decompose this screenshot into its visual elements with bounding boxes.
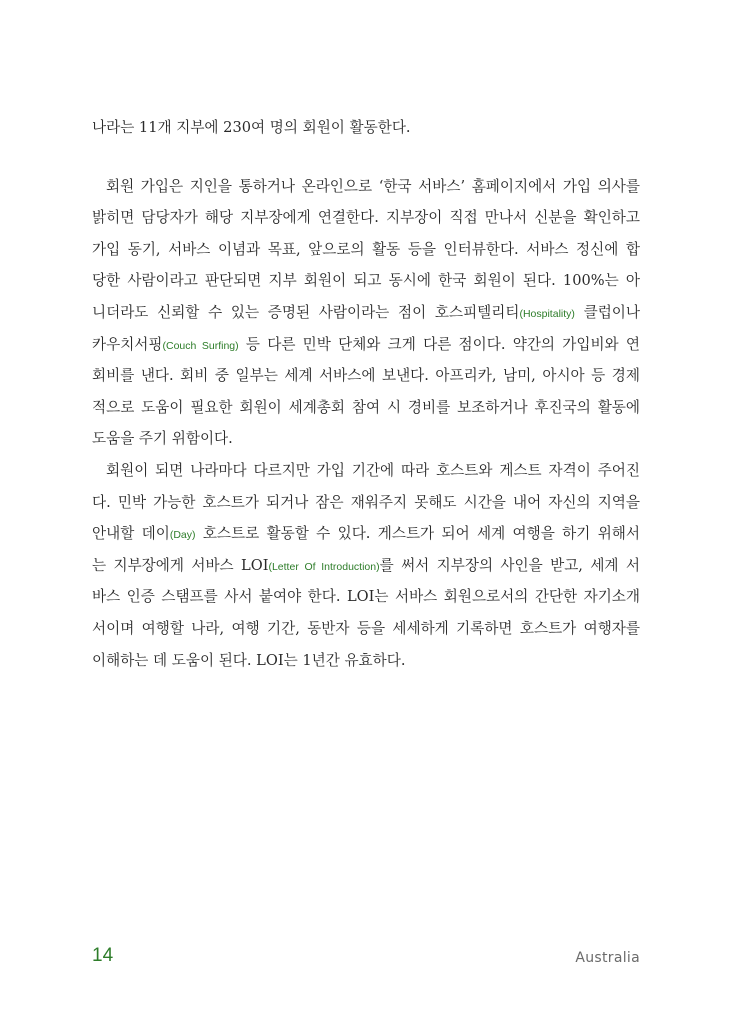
text-line xyxy=(92,518,640,550)
paragraph-host-guest xyxy=(92,455,640,676)
text-segment: 안내할 데이 xyxy=(92,525,170,543)
text-line: 회비를 낸다. 회비 중 일부는 세계 서바스에 보낸다. 아프리카, 남미, 아시아 등 경제 xyxy=(92,367,640,385)
paragraph-gap xyxy=(92,144,640,171)
text-line: 회원이 되면 나라마다 다르지만 가입 기간에 따라 호스트와 게스트 자격이 주어진 xyxy=(106,461,640,479)
text-line xyxy=(92,329,640,361)
text-line: 이해하는 데 도움이 된다. LOI는 1년간 유효하다. xyxy=(92,651,406,669)
text-segment: 를 써서 지부장의 사인을 받고, 세계 서 xyxy=(379,556,641,574)
paragraph-membership xyxy=(92,171,640,455)
english-term: (Day) xyxy=(169,529,196,542)
text-line: 도움을 주기 위함이다. xyxy=(92,430,233,448)
english-term: (Couch Surfing) xyxy=(162,339,239,352)
text-line: 밝히면 담당자가 해당 지부장에게 연결한다. 지부장이 직접 만나서 신분을 확인하고 xyxy=(92,209,640,227)
section-title: Australia xyxy=(575,950,640,966)
text-line xyxy=(92,550,640,582)
body-text xyxy=(92,112,640,676)
text-line: 적으로 도움이 필요한 회원이 세계총회 참여 시 경비를 보조하거나 후진국의 활동에 xyxy=(92,398,640,416)
text-line: 다. 민박 가능한 호스트가 되거나 잠은 재워주지 못해도 시간을 내어 자신의 지역을 xyxy=(92,493,640,511)
page-number: 14 xyxy=(92,945,114,966)
text-line: 당한 사람이라고 판단되면 지부 회원이 되고 동시에 한국 회원이 된다. 100%는 아 xyxy=(92,272,640,290)
text-segment: 클럽이나 xyxy=(574,303,641,321)
text-segment: 카우치서핑 xyxy=(92,335,163,353)
text-line xyxy=(92,297,640,329)
text-segment: 등 다른 민박 단체와 크게 다른 점이다. 약간의 가입비와 연 xyxy=(238,335,640,353)
text-line: 나라는 11개 지부에 230여 명의 회원이 활동한다. xyxy=(92,119,411,136)
text-line: 바스 인증 스탬프를 사서 붙여야 한다. LOI는 서바스 회원으로서의 간단한 자기소개 xyxy=(92,588,640,606)
text-line: 회원 가입은 지인을 통하거나 온라인으로 ‘한국 서바스’ 홈페이지에서 가입 의사를 xyxy=(106,177,640,195)
english-term: (Letter Of Introduction) xyxy=(268,560,380,573)
english-term: (Hospitality) xyxy=(519,307,575,320)
text-segment: 호스트로 활동할 수 있다. 게스트가 되어 세계 여행을 하기 위해서 xyxy=(195,525,640,543)
text-line: 가입 동기, 서바스 이념과 목표, 앞으로의 활동 등을 인터뷰한다. 서바스 정신에 합 xyxy=(92,240,640,258)
text-line: 서이며 여행할 나라, 여행 기간, 동반자 등을 세세하게 기록하면 호스트가 여행자를 xyxy=(92,619,640,637)
text-segment: 는 지부장에게 서바스 LOI xyxy=(92,556,269,574)
text-segment: 니더라도 신뢰할 수 있는 증명된 사람이라는 점이 호스피텔리티 xyxy=(92,303,520,321)
paragraph-continuation xyxy=(92,112,640,144)
